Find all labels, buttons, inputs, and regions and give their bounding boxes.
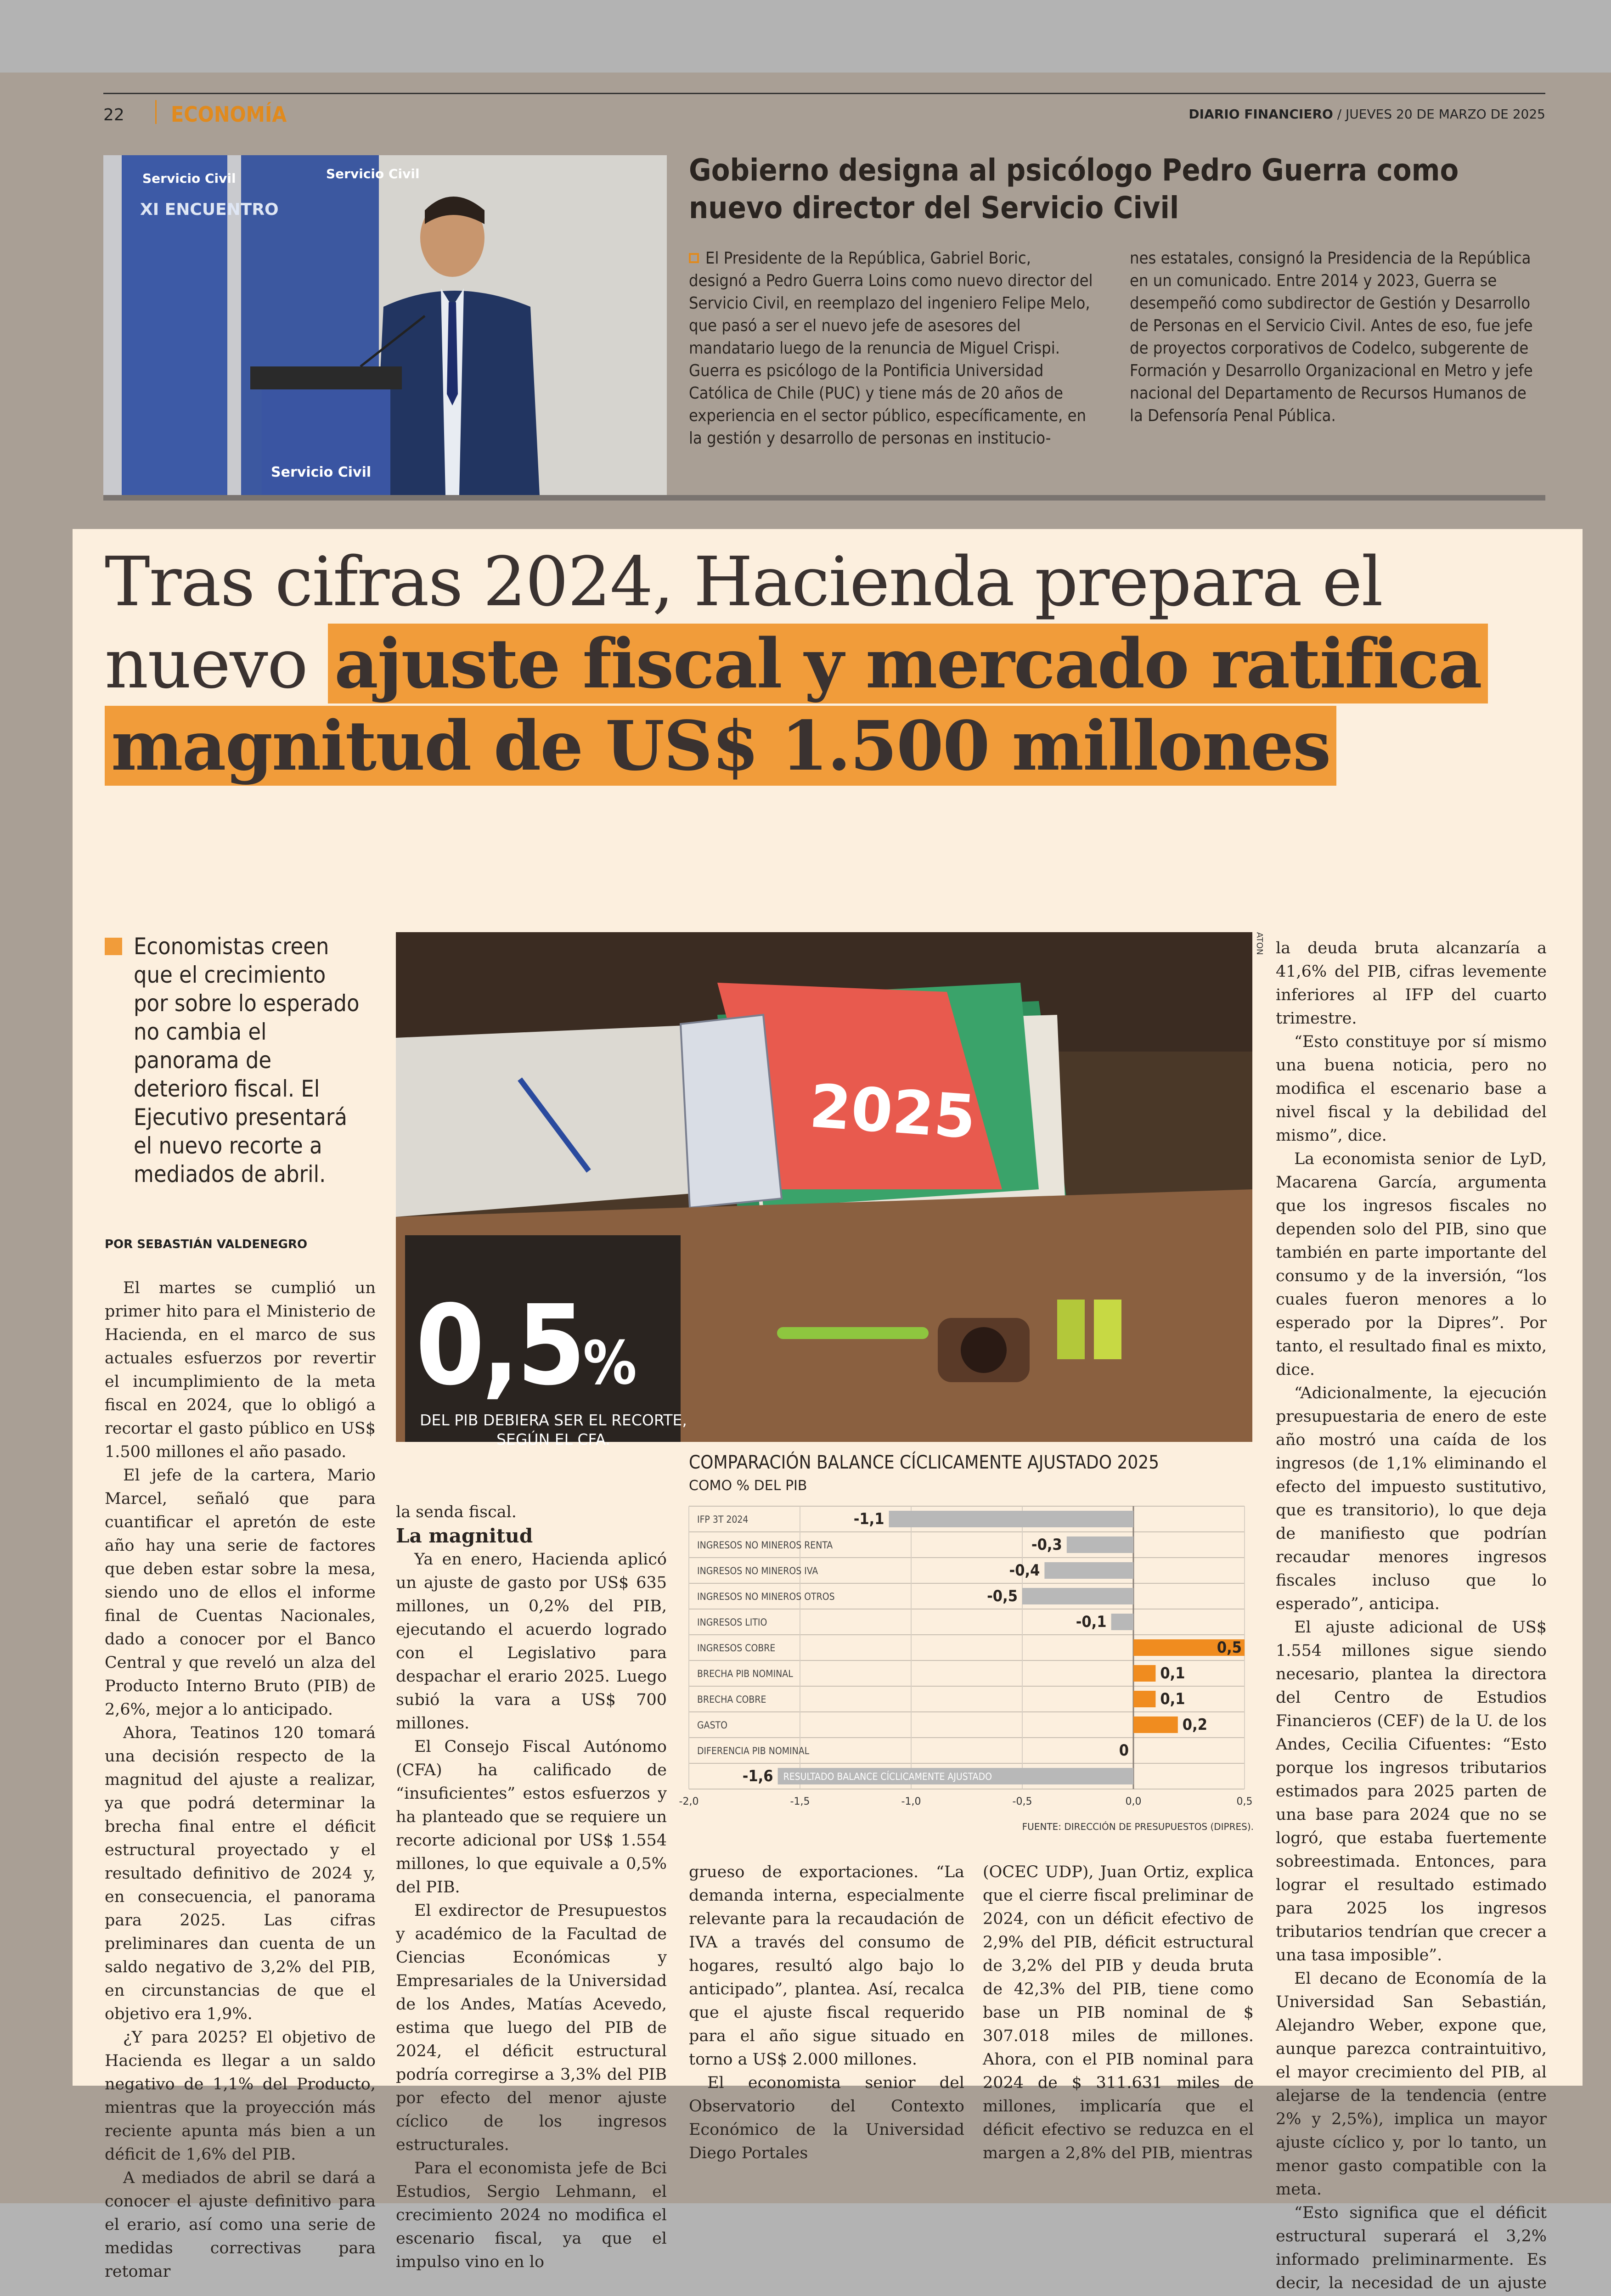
x-tick-label: -1,5 (790, 1796, 810, 1807)
paragraph: “Esto constituye por sí mismo una buena noticia, pero no modifica el escenario base a nivel fiscal y la debilidad del mismo”, dice. (1276, 1033, 1547, 1145)
big-number-unit: % (583, 1328, 634, 1398)
value-label: 0,5 (1217, 1638, 1242, 1657)
big-number-value: 0,5 (416, 1281, 583, 1410)
podium-text: Servicio Civil (271, 464, 372, 480)
paragraph: Ya en enero, Hacienda aplicó un ajuste de gasto por US$ 635 millones, un 0,2% del PIB, ejecutando el acuerdo logrado con el Legislativo para despachar el erario 2025. Luego subió la vara a US$ 700 millones. (396, 1550, 667, 1733)
value-label: 0 (1119, 1741, 1129, 1760)
paragraph: (OCEC UDP), Juan Ortiz, explica que el cierre fiscal preliminar de 2024, con un déficit efectivo de 2,9% del PIB, déficit estructural de 3,2% del PIB y deuda bruta de 42,3% del PIB, tiene como base un PIB nominal de $ 307.018 miles de millones. Ahora, con el PIB nominal para 2024 de $ 311.631 miles de millones, implicaría que el déficit efectivo se reduzca en el margen a 2,8% del PIB, mientras (983, 1863, 1254, 2162)
photo-banner-text-1: Servicio Civil (142, 171, 236, 186)
page-number: 22 (103, 106, 124, 124)
paragraph: El economista senior del Observatorio del Contexto Económico de la Universidad Diego Portales (689, 2074, 964, 2162)
x-tick-label: 0,5 (1236, 1796, 1253, 1807)
paragraph: El ajuste adicional de US$ 1.554 millones sigue siendo necesario, plantea la directora del Centro de Estudios Financieros (CEF) de la U. de los Andes, Cecilia Cifuentes: “Esto porque los ingresos tributarios estimados para 2025 parten de una base para 2024 que no se logró, que estaba fuertemente sobreestimada. Entonces, para lograr el resultado estimado para 2025 los ingresos tributarios tendrían que crecer a una tasa imposible”. (1276, 1618, 1547, 1964)
paragraph: El Consejo Fiscal Autónomo (CFA) ha calificado de “insuficientes” estos esfuerzos y ha planteado que se requiere un recorte adicional por US$ 1.554 millones, lo que equivale a 0,5% del PIB. (396, 1738, 667, 1896)
paragraph: grueso de exportaciones. “La demanda interna, especialmente relevante para la recaudación de IVA a través del consumo de hogares, resultó algo bajo lo anticipado”, plantea. Así, recalca que el ajuste fiscal requerido para el año sigue situado en torno a US$ 2.000 millones. (689, 1863, 964, 2069)
deck-square-icon (105, 938, 122, 955)
category-label: INGRESOS NO MINEROS OTROS (697, 1591, 835, 1602)
top-story-column-2: nes estatales, consignó la Presidencia de la República en un comunicado. Entre 2014 y 2023, Guerra se desempeñó como subdirector de Gestión y Desarrollo de Personas en el Servicio Civil. Antes de eso, fue jefe de proyectos corporativos de Codelco, subgerente de Formación y Desarrollo Organizacional en Metro y jefe nacional del Departamento de Recursos Humanos de la Defensoría Penal Pública. (1130, 249, 1533, 425)
body-column-4 (983, 1861, 1254, 2165)
category-label: BRECHA PIB NOMINAL (697, 1668, 793, 1679)
bar-chart (679, 1497, 1254, 1814)
bar (1111, 1614, 1133, 1630)
top-story-headline: Gobierno designa al psicólogo Pedro Guerra como nuevo director del Servicio Civil (689, 152, 1459, 225)
category-label: RESULTADO BALANCE CÍCLICAMENTE AJUSTADO (783, 1771, 992, 1782)
paragraph: La economista senior de LyD, Macarena García, argumenta que los ingresos fiscales no dependen solo del PIB, sino que también en parte importante del consumo y de la inversión, “los cuales fueron menores a lo esperado por la Dipres”. Por tanto, el resultado final es mixto, dice. (1276, 1150, 1547, 1379)
photo-credit: ATON (1255, 932, 1264, 955)
value-label: -1,6 (742, 1767, 773, 1785)
category-label: INGRESOS COBRE (697, 1643, 776, 1654)
value-label: -0,3 (1031, 1536, 1062, 1554)
bar (1067, 1536, 1133, 1553)
category-label: INGRESOS LITIO (697, 1617, 767, 1628)
category-label: BRECHA COBRE (697, 1694, 766, 1705)
category-label: INGRESOS NO MINEROS RENTA (697, 1540, 833, 1551)
section-divider (155, 100, 157, 124)
paragraph: El exdirector de Presupuestos y académico de la Facultad de Ciencias Económicas y Empresariales de la Universidad de los Andes, Matías Acevedo, estima que luego del PIB de 2024, el déficit estructural podría corregirse a 3,3% del PIB por efecto del menor ajuste cíclico de los ingresos estructurales. (396, 1902, 667, 2154)
body-column-2 (396, 1501, 667, 2274)
date-line: / JUEVES 20 DE MARZO DE 2025 (1337, 107, 1545, 122)
value-label: 0,1 (1160, 1664, 1185, 1683)
bar (1022, 1588, 1133, 1604)
bar (1133, 1691, 1155, 1707)
book-cover-text: 2025 (807, 1071, 978, 1153)
photo-banner-text-3: Servicio Civil (326, 166, 420, 181)
paragraph: El jefe de la cartera, Mario Marcel, señaló que para cuantificar el apretón de este año hay una serie de factores que deben estar sobre la mesa, siendo uno de ellos el informe final de Cuentas Nacionales, dado a conocer por el Banco Central y que reveló un alza del Producto Interno Bruto (PIB) de 2,6%, mejor a lo anticipado. (105, 1466, 376, 1719)
paragraph: la deuda bruta alcanzaría a 41,6% del PIB, cifras levemente inferiores al IFP del cuarto trimestre. (1276, 939, 1547, 1028)
value-label: 0,2 (1182, 1716, 1207, 1734)
headline-highlight: ajuste fiscal y mercado ratifica magnitud de US$ 1.500 millones (105, 624, 1488, 786)
newspaper-name: DIARIO FINANCIERO (1189, 107, 1333, 122)
paragraph: la senda fiscal. (396, 1503, 517, 1521)
paragraph: “Adicionalmente, la ejecución presupuestaria de enero de este año mostró una caída de los ingresos (de 1,1% eliminando el efecto del impuesto sustitutivo, que es transitorio), lo que deja de manifiesto que podrían recaudar menores ingresos fiscales incluso que lo esperado”, anticipa. (1276, 1384, 1547, 1613)
top-story-photo (103, 155, 667, 495)
top-story-rule (103, 495, 1545, 501)
paragraph: Para el economista jefe de Bci Estudios, Sergio Lehmann, el crecimiento 2024 no modifica el escenario fiscal, ya que el impulso vino en lo (396, 2159, 667, 2271)
value-label: -0,4 (1009, 1561, 1040, 1580)
main-headline (105, 541, 1482, 787)
x-tick-label: -0,5 (1012, 1796, 1032, 1807)
x-tick-label: 0,0 (1125, 1796, 1142, 1807)
body-column-5 (1276, 937, 1547, 2296)
subhead: La magnitud (396, 1525, 533, 1547)
header-rule (103, 93, 1545, 94)
paragraph: ¿Y para 2025? El objetivo de Hacienda es llegar a un saldo negativo de 1,1% del Producto, mientras que la proyección más reciente apunta más bien a un déficit de 1,6% del PIB. (105, 2028, 376, 2164)
category-label: DIFERENCIA PIB NOMINAL (697, 1745, 810, 1756)
chart-title: COMPARACIÓN BALANCE CÍCLICAMENTE AJUSTADO 2025 (689, 1452, 1160, 1473)
bar (1133, 1665, 1155, 1682)
headline-plain: Tras cifras 2024, Hacienda prepara el nuevo (105, 542, 1382, 703)
x-tick-label: -1,0 (901, 1796, 921, 1807)
paragraph: El martes se cumplió un primer hito para el Ministerio de Hacienda, en el marco de sus actuales esfuerzos por revertir el incumplimiento de la meta fiscal en 2024, que lo obligó a recortar el gasto público en US$ 1.500 millones el año pasado. (105, 1279, 376, 1461)
chart-subtitle: COMO % DEL PIB (689, 1478, 807, 1494)
value-label: -0,5 (987, 1587, 1018, 1605)
value-label: -1,1 (853, 1510, 884, 1528)
bar (1133, 1716, 1178, 1733)
x-tick-label: -2,0 (679, 1796, 699, 1807)
category-label: GASTO (697, 1720, 727, 1731)
byline: POR SEBASTIÁN VALDENEGRO (105, 1238, 308, 1251)
paragraph: El decano de Economía de la Universidad San Sebastián, Alejandro Weber, expone que, aunque parezca contraintuitivo, el mayor crecimiento del PIB, al alejarse de la tendencia (entre 2% y 2,5%), implica un mayor ajuste cíclico y, por lo tanto, un menor gasto compatible con la meta. (1276, 1970, 1547, 2199)
paragraph: “Esto significa que el déficit estructural superará el 3,2% informado preliminarmente. Es decir, la necesidad de un ajuste (1276, 2204, 1547, 2292)
top-story-column-1 (689, 247, 1093, 450)
section-name: ECONOMÍA (171, 102, 287, 127)
value-label: 0,1 (1160, 1690, 1185, 1708)
body-column-1 (105, 1277, 376, 2284)
newspaper-dateline (1189, 107, 1545, 122)
top-story-text-1: El Presidente de la República, Gabriel Boric, designó a Pedro Guerra Loins como nuevo director del Servicio Civil, en reemplazo del ingeniero Felipe Melo, que pasó a ser el nuevo jefe de asesores del mandatario luego de la renuncia de Miguel Crispi. Guerra es psicólogo de la Pontificia Universidad Católica de Chile (PUC) y tiene más de 20 años de experiencia en el sector público, específicamente, en la gestión y desarrollo de personas en institucio- (689, 249, 1093, 448)
bar (889, 1511, 1133, 1527)
chart-source: FUENTE: DIRECCIÓN DE PRESUPUESTOS (DIPRES). (1022, 1821, 1254, 1832)
value-label: -0,1 (1076, 1613, 1107, 1631)
category-label: IFP 3T 2024 (697, 1514, 749, 1525)
paragraph: A mediados de abril se dará a conocer el ajuste definitivo para el erario, así como una serie de medidas correctivas para retomar (105, 2169, 376, 2281)
deck (105, 932, 366, 1188)
paragraph: Ahora, Teatinos 120 tomará una decisión respecto de la magnitud del ajuste a realizar, ya que podrá determinar la brecha final entre el déficit estructural proyectado y el resultado definitivo de 2024 y, en consecuencia, el panorama para 2025. Las cifras preliminares dan cuenta de un saldo negativo de 3,2% del PIB, en circunstancias de que el objetivo era 1,9%. (105, 1724, 376, 2023)
big-number-caption: DEL PIB DEBIERA SER EL RECORTE, SEGÚN EL CFA. (420, 1411, 687, 1448)
photo-banner-text-2: XI ENCUENTRO (140, 200, 279, 219)
deck-text: Economistas creen que el crecimiento por sobre lo esperado no cambia el panorama de deterioro fiscal. El Ejecutivo presentará el nuevo recorte a mediados de abril. (134, 933, 360, 1187)
category-label: INGRESOS NO MINEROS IVA (697, 1565, 818, 1576)
bar (1044, 1562, 1133, 1579)
big-number (416, 1281, 634, 1418)
body-column-3 (689, 1861, 964, 2165)
bullet-square-icon (689, 253, 699, 263)
